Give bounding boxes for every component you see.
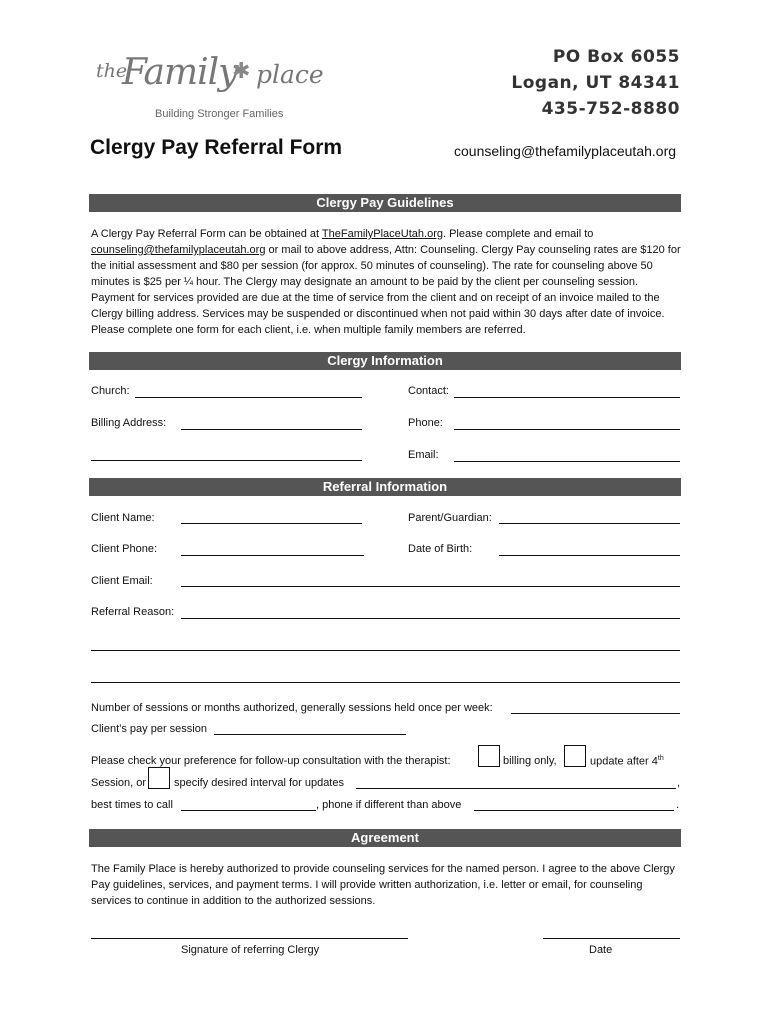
alternate-phone-label: , phone if different than above <box>316 799 462 811</box>
address-phone: 435-752-8880 <box>541 99 680 119</box>
best-times-label: best times to call <box>91 799 173 811</box>
guidelines-text-3: or mail to above address, Attn: Counseling. Clergy Pay counseling rates are $120 for the initial assessment and $80 per session (for approx. 50 minutes of counseling). The rate for counseling above 50 minutes is $25 per ¼ hour. The Clergy may designate an amount to be paid by the client per counseling session. Payment for services provided are due at the time of service from the client and on receipt of an invoice mailed to the Clergy billing address. Services may be suspended or discontinued when not paid within 30 days after date of invoice. Please complete one form for each client, i.e. when multiple family members are referred. <box>91 244 681 336</box>
specify-interval-label: specify desired interval for updates <box>174 777 344 789</box>
church-field[interactable] <box>135 397 362 398</box>
website-link[interactable]: TheFamilyPlaceUtah.org <box>321 228 443 240</box>
billing-address-line-2[interactable] <box>91 460 362 461</box>
clergy-email-label: Email: <box>408 449 439 461</box>
church-label: Church: <box>91 385 130 397</box>
guidelines-paragraph <box>91 226 681 338</box>
clergy-phone-field[interactable] <box>454 429 680 430</box>
agreement-heading: Agreement <box>89 829 681 847</box>
date-label: Date <box>589 944 613 956</box>
address-po-box: PO Box 6055 <box>552 47 680 67</box>
specify-interval-checkbox[interactable] <box>148 767 170 789</box>
parent-guardian-label: Parent/Guardian: <box>408 512 492 524</box>
logo-tagline: Building Stronger Families <box>155 108 284 120</box>
clergy-phone-label: Phone: <box>408 417 443 429</box>
parent-guardian-field[interactable] <box>499 523 680 524</box>
sessions-field[interactable] <box>511 713 680 714</box>
referral-heading: Referral Information <box>89 478 681 496</box>
alternate-phone-period: . <box>676 799 680 811</box>
referral-reason-field[interactable] <box>181 618 680 619</box>
billing-address-field[interactable] <box>181 429 362 430</box>
pay-per-session-field[interactable] <box>214 734 406 735</box>
pay-per-session-label: Client’s pay per session <box>91 723 207 735</box>
clergy-email-field[interactable] <box>454 461 680 462</box>
update-after-label <box>590 755 664 768</box>
date-of-birth-label: Date of Birth: <box>408 543 473 555</box>
client-phone-label: Client Phone: <box>91 543 158 555</box>
best-times-field[interactable] <box>181 810 316 811</box>
referral-reason-line-2[interactable] <box>91 650 680 651</box>
referral-reason-line-3[interactable] <box>91 682 680 683</box>
billing-only-label: billing only, <box>503 755 557 767</box>
sessions-label: Number of sessions or months authorized, generally sessions held once per week: <box>91 702 493 714</box>
signature-label: Signature of referring Clergy <box>181 944 320 956</box>
date-field[interactable] <box>543 938 680 939</box>
billing-only-checkbox[interactable] <box>478 745 500 767</box>
session-or-label: Session, or <box>91 777 147 789</box>
referral-reason-label: Referral Reason: <box>91 606 175 618</box>
client-email-label: Client Email: <box>91 575 153 587</box>
client-name-field[interactable] <box>181 523 362 524</box>
date-of-birth-field[interactable] <box>499 555 680 556</box>
guidelines-text-1: A Clergy Pay Referral Form can be obtained at <box>91 228 322 240</box>
guidelines-heading: Clergy Pay Guidelines <box>89 194 681 212</box>
contact-email[interactable]: counseling@thefamilyplaceutah.org <box>454 143 677 159</box>
logo-family: Family <box>122 52 238 93</box>
contact-label: Contact: <box>408 385 449 397</box>
update-after-checkbox[interactable] <box>564 745 586 767</box>
clergy-heading: Clergy Information <box>89 352 681 370</box>
followup-preference-label: Please check your preference for follow-up consultation with the therapist: <box>91 755 451 767</box>
contact-field[interactable] <box>454 397 680 398</box>
address-city: Logan, UT 84341 <box>511 73 680 93</box>
guidelines-text-2: . Please complete and email to <box>442 228 594 240</box>
client-email-field[interactable] <box>181 586 680 587</box>
logo-place: place <box>256 60 324 89</box>
client-name-label: Client Name: <box>91 512 155 524</box>
update-interval-field[interactable] <box>356 788 676 789</box>
alternate-phone-field[interactable] <box>474 810 674 811</box>
update-after-text: update after 4 <box>590 755 658 768</box>
logo-the: the <box>96 60 128 82</box>
form-title: Clergy Pay Referral Form <box>90 136 343 159</box>
signature-field[interactable] <box>91 938 408 939</box>
star-icon: ✱ <box>232 58 251 83</box>
billing-address-label: Billing Address: <box>91 417 167 429</box>
client-phone-field[interactable] <box>181 555 364 556</box>
agreement-text: The Family Place is hereby authorized to provide counseling services for the named person. I agree to the above Clergy Pay guidelines, services, and payment terms. I will provide written authorization, i.e. letter or email, for counseling services to continue in addition to the authorized sessions. <box>91 863 675 907</box>
update-after-superscript: th <box>657 755 664 762</box>
email-link[interactable]: counseling@thefamilyplaceutah.org <box>91 244 266 256</box>
interval-comma: , <box>677 777 681 789</box>
